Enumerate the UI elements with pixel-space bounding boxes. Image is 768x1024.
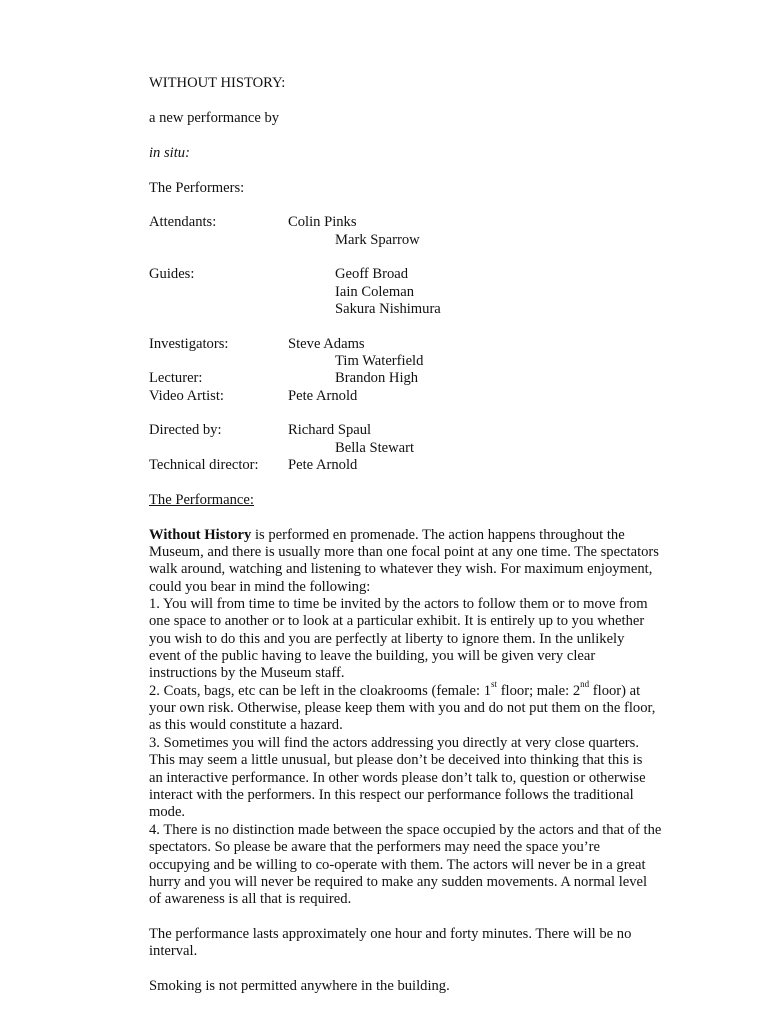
- credit-name: Bella Stewart: [335, 440, 415, 456]
- body-line: 3. Sometimes you will find the actors addressing you directly at very close quarters.: [149, 735, 639, 751]
- credit-name: Richard Spaul: [288, 422, 372, 438]
- body-line: hurry and you will never be required to make any sudden movements. A normal level: [149, 874, 648, 890]
- body-line: spectators. So please be aware that the performers may need the space you’re: [149, 839, 600, 855]
- document-title: WITHOUT HISTORY:: [149, 75, 286, 91]
- performance-heading: The Performance:: [149, 492, 254, 508]
- body-line: 4. There is no distinction made between the space occupied by the actors and that of the: [149, 822, 662, 838]
- credit-name: Colin Pinks: [288, 214, 357, 230]
- body-text: 2. Coats, bags, etc can be left in the cloakrooms (female: 1: [149, 683, 492, 699]
- credit-label-technical-director: Technical director:: [149, 457, 259, 473]
- document-subtitle: a new performance by: [149, 110, 280, 126]
- performers-heading: The Performers:: [149, 180, 245, 196]
- credit-label-lecturer: Lecturer:: [149, 370, 203, 386]
- body-line: of awareness is all that is required.: [149, 891, 352, 907]
- credit-label-investigators: Investigators:: [149, 336, 229, 352]
- credit-label-attendants: Attendants:: [149, 214, 217, 230]
- body-line: as this would constitute a hazard.: [149, 717, 343, 733]
- smoking-notice: Smoking is not permitted anywhere in the building.: [149, 978, 450, 994]
- body-line: event of the public having to leave the building, you will be given very clear: [149, 648, 596, 664]
- duration-line: The performance lasts approximately one hour and forty minutes. There will be no: [149, 926, 632, 942]
- body-line: your own risk. Otherwise, please keep them with you and do not put them on the floor,: [149, 700, 656, 716]
- body-line: This may seem a little unusual, but please don’t be deceived into thinking that this is: [149, 752, 643, 768]
- credit-label-guides: Guides:: [149, 266, 195, 282]
- body-line: you wish to do this and you are perfectly at liberty to ignore them. In the unlikely: [149, 631, 625, 647]
- body-line: Museum, and there is usually more than one focal point at any one time. The spectators: [149, 544, 659, 560]
- body-line: 1. You will from time to time be invited by the actors to follow them or to move from: [149, 596, 648, 612]
- body-line: instructions by the Museum staff.: [149, 665, 345, 681]
- credit-name: Iain Coleman: [335, 284, 415, 300]
- body-text: is performed en promenade. The action happens throughout the: [251, 527, 625, 543]
- company-name: in situ:: [149, 145, 190, 161]
- body-line: could you bear in mind the following:: [149, 579, 371, 595]
- body-text: floor; male: 2: [497, 683, 581, 699]
- credit-name: Mark Sparrow: [335, 232, 420, 248]
- credit-label-directed-by: Directed by:: [149, 422, 222, 438]
- credit-name: Brandon High: [335, 370, 419, 386]
- body-text: floor) at: [589, 683, 641, 699]
- ordinal-suffix: nd: [580, 679, 590, 690]
- ordinal-suffix: st: [491, 679, 498, 690]
- body-line: an interactive performance. In other words please don’t talk to, question or otherwise: [149, 770, 646, 786]
- body-line: occupying and be willing to co-operate with them. The actors will never be in a great: [149, 857, 646, 873]
- body-line: walk around, watching and listening to whatever they wish. For maximum enjoyment,: [149, 561, 653, 577]
- body-line: interact with the performers. In this respect our performance follows the traditional: [149, 787, 634, 803]
- credit-label-video-artist: Video Artist:: [149, 388, 224, 404]
- intro-bold-text: Without History: [149, 527, 252, 543]
- body-line: [149, 679, 641, 700]
- credit-name: Steve Adams: [288, 336, 365, 352]
- body-line: mode.: [149, 804, 186, 820]
- body-line: [149, 527, 625, 544]
- credit-name: Geoff Broad: [335, 266, 409, 282]
- credit-name: Tim Waterfield: [335, 353, 424, 369]
- credit-name: Pete Arnold: [288, 457, 358, 473]
- credit-name: Sakura Nishimura: [335, 301, 441, 317]
- credit-name: Pete Arnold: [288, 388, 358, 404]
- duration-line: interval.: [149, 943, 198, 959]
- body-line: one space to another or to look at a particular exhibit. It is entirely up to you whether: [149, 613, 645, 629]
